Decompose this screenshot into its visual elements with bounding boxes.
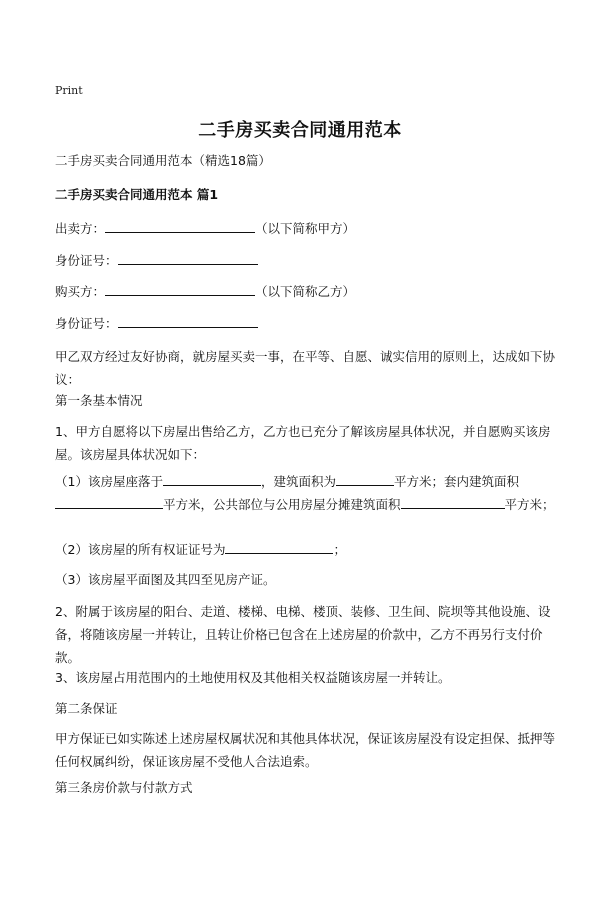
item2-text-a: （2）该房屋的所有权证证号为	[55, 542, 226, 557]
article3-heading: 第三条房价款与付款方式	[55, 780, 193, 795]
article1-item1	[55, 470, 555, 516]
intro-paragraph: 甲乙双方经过友好协商，就房屋买卖一事，在平等、自愿、诚实信用的原则上，达成如下协议：	[55, 349, 556, 387]
seller-id-blank[interactable]	[118, 251, 258, 265]
buyer-line	[55, 282, 555, 301]
seller-line	[55, 219, 555, 238]
seller-label: 出卖方：	[55, 221, 106, 236]
item1-text-d: 积	[506, 474, 520, 489]
article1-heading: 第一条基本情况	[55, 393, 143, 408]
section-heading: 二手房买卖合同通用范本 篇1	[55, 187, 219, 202]
article1-p2: 2、附属于该房屋的阳台、走道、楼梯、电梯、楼顶、装修、卫生间、院坝等其他设施、设备，将随该房屋一并转让，且转让价格已包含在上述房屋的价款中，乙方不再另行支付价款。	[55, 604, 551, 665]
inner-area-blank[interactable]	[55, 495, 163, 509]
article1-item3: （3）该房屋平面图及其四至见房产证。	[55, 572, 276, 587]
seller-id-label: 身份证号：	[55, 253, 118, 268]
item1-text-c: 平方米；套内建筑面	[393, 474, 507, 489]
article2-heading: 第二条保证	[55, 701, 118, 716]
buyer-name-blank[interactable]	[105, 282, 255, 296]
seller-id-line	[55, 251, 555, 270]
buyer-id-label: 身份证号：	[55, 316, 118, 331]
subtitle: 二手房买卖合同通用范本（精选18篇）	[55, 153, 271, 168]
area-blank[interactable]	[336, 472, 394, 486]
buyer-id-blank[interactable]	[118, 314, 258, 328]
print-link[interactable]: Print	[55, 84, 83, 97]
seller-suffix: （以下简称甲方）	[255, 221, 356, 236]
item2-text-b: ；	[333, 542, 346, 557]
certificate-number-blank[interactable]	[225, 540, 333, 554]
item1-text-a: （1）该房屋座落于	[55, 474, 163, 489]
item1-text-e: 平方米，公共部位与公用房屋分摊建筑面积	[163, 497, 401, 512]
location-blank[interactable]	[163, 472, 261, 486]
buyer-suffix: （以下简称乙方）	[255, 284, 356, 299]
shared-area-blank[interactable]	[401, 495, 505, 509]
article1-item2	[55, 540, 555, 559]
article1-p1: 1、甲方自愿将以下房屋出售给乙方，乙方也已充分了解该房屋具体状况，并自愿购买该房屋。该房屋具体状况如下：	[55, 424, 551, 462]
buyer-id-line	[55, 314, 555, 333]
article1-p3: 3、该房屋占用范围内的土地使用权及其他相关权益随该房屋一并转让。	[55, 670, 451, 685]
item1-text-b: ，建筑面积为	[260, 474, 336, 489]
page-title: 二手房买卖合同通用范本	[198, 120, 402, 141]
seller-name-blank[interactable]	[105, 219, 255, 233]
article2-p1: 甲方保证已如实陈述上述房屋权属状况和其他具体状况，保证该房屋没有设定担保、抵押等任何权属纠纷，保证该房屋不受他人合法追索。	[55, 731, 556, 769]
buyer-label: 购买方：	[55, 284, 106, 299]
item1-text-f: 平方米；	[504, 497, 555, 512]
